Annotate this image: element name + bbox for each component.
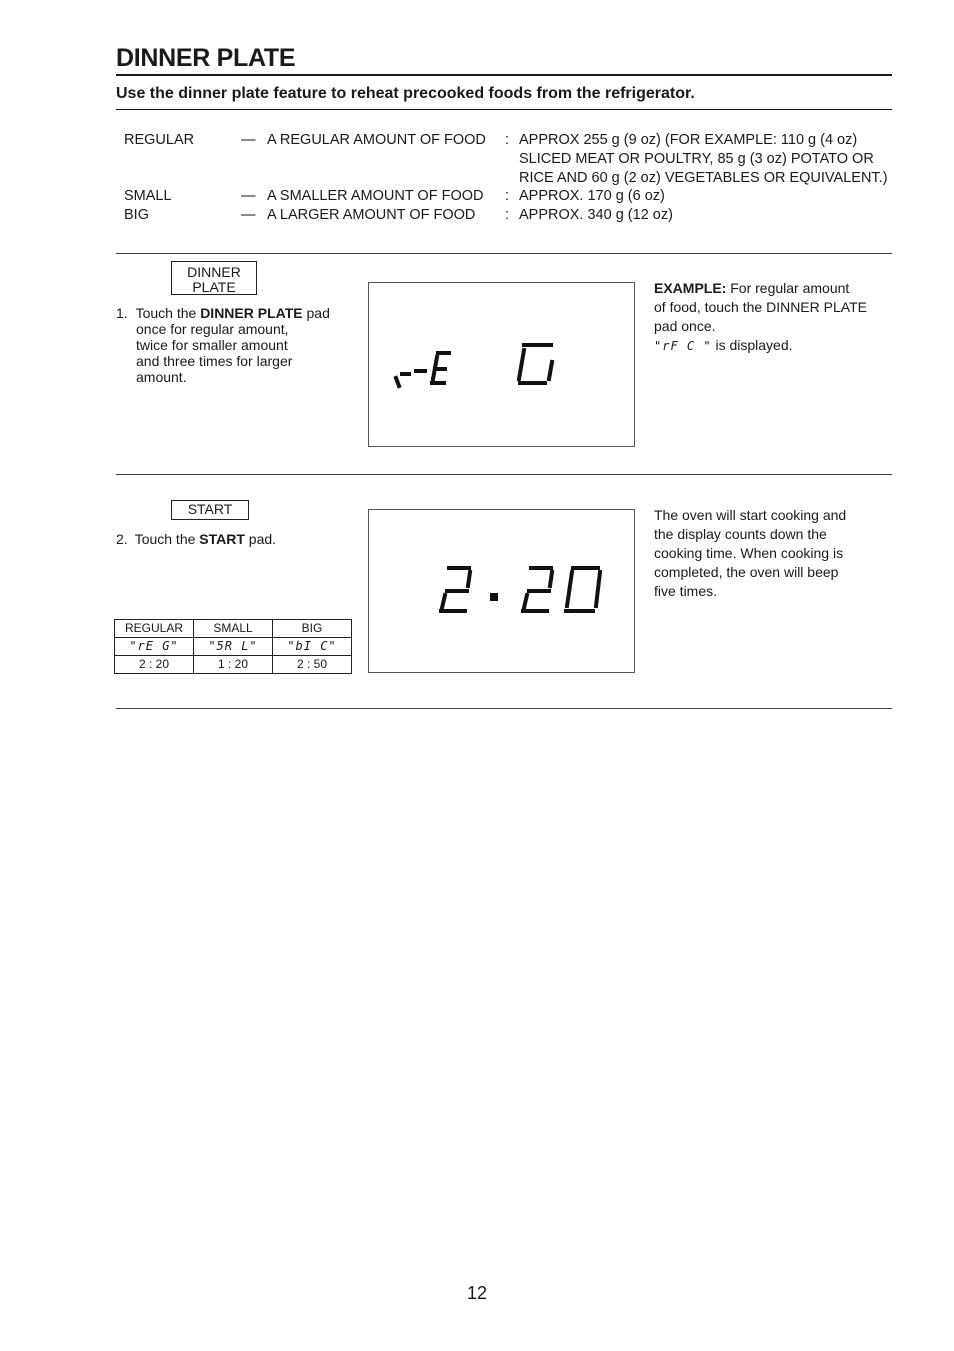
note-line: cooking time. When cooking is: [654, 545, 844, 561]
dinner-plate-pad: [171, 261, 257, 295]
note-line: five times.: [654, 583, 718, 599]
display-code: "rF C ": [654, 339, 712, 353]
title-rule: [116, 74, 892, 76]
level-amount-regular-line3: RICE AND 60 g (2 oz) VEGETABLES OR EQUIVALENT.): [519, 170, 888, 186]
seg-2b-lower-left: [524, 595, 527, 608]
display-panel-2: [368, 509, 635, 673]
subtitle-rule: [116, 109, 892, 110]
note-line: of food, touch the DINNER PLATE: [654, 299, 867, 315]
level-amount-regular-line1: APPROX 255 g (9 oz) (FOR EXAMPLE: 110 g (4 oz): [519, 132, 858, 148]
note-line: completed, the oven will beep: [654, 564, 839, 580]
level-amount-small: APPROX. 170 g (6 oz): [519, 188, 665, 204]
level-desc-big: A LARGER AMOUNT OF FOOD: [267, 207, 476, 223]
step1-note: [654, 279, 867, 356]
step2-note: [654, 506, 846, 601]
section-divider: [116, 253, 892, 254]
note-line: pad once.: [654, 318, 716, 334]
note-line: the display counts down the: [654, 526, 827, 542]
step-line: once for regular amount,: [136, 321, 289, 337]
time-small: 1 : 20: [194, 656, 273, 674]
step-text: pad.: [244, 531, 277, 547]
seg-r-left: [396, 378, 399, 386]
step-line: amount.: [136, 369, 187, 385]
section-divider: [116, 708, 892, 709]
code-header-small: SMALL: [194, 620, 273, 638]
section-divider: [116, 474, 892, 475]
note-line: is displayed.: [711, 337, 793, 353]
seg-dot: [492, 595, 496, 599]
start-pad: START: [171, 500, 249, 520]
step-number: 2.: [116, 531, 128, 547]
seg-2b-upper-right: [550, 572, 552, 586]
level-name-big: BIG: [124, 207, 149, 223]
seg-g-left: [519, 350, 524, 379]
note-line: The oven will start cooking and: [654, 507, 847, 523]
level-desc-regular: A REGULAR AMOUNT OF FOOD: [267, 132, 486, 148]
note-line: For regular amount: [726, 280, 850, 296]
seg-0-right: [596, 572, 600, 606]
step-text: Touch the: [135, 305, 201, 321]
level-name-regular: REGULAR: [124, 132, 195, 148]
level-dash: —: [241, 188, 256, 204]
seg-0-left: [567, 572, 572, 606]
step-text: pad: [302, 305, 330, 321]
code-small: "5R L": [194, 638, 273, 656]
page-subtitle: Use the dinner plate feature to reheat precooked foods from the refrigerator.: [116, 85, 695, 102]
time-regular: 2 : 20: [115, 656, 194, 674]
level-desc-small: A SMALLER AMOUNT OF FOOD: [267, 188, 484, 204]
level-colon: :: [505, 207, 510, 223]
code-regular: "rE G": [115, 638, 194, 656]
level-dash: —: [241, 207, 256, 223]
code-table: [114, 619, 352, 674]
level-amount-big: APPROX. 340 g (12 oz): [519, 207, 673, 223]
step-key: DINNER PLATE: [200, 305, 303, 321]
step1-instructions: [116, 305, 330, 385]
code-big: "bI C": [273, 638, 352, 656]
level-colon: :: [505, 188, 510, 204]
seven-segment-display: [369, 510, 634, 672]
step2-instructions: [116, 531, 276, 547]
page-title: DINNER PLATE: [116, 44, 296, 72]
level-dash: —: [241, 132, 256, 148]
code-header-big: BIG: [273, 620, 352, 638]
step-line: twice for smaller amount: [136, 337, 288, 353]
page-number: 12: [466, 1283, 488, 1303]
seven-segment-display: [369, 283, 634, 446]
level-name-small: SMALL: [124, 188, 172, 204]
pad-label-line1: DINNER: [187, 264, 241, 280]
level-amount-regular-line2: SLICED MEAT OR POULTRY, 85 g (3 oz) POTATO OR: [519, 151, 874, 167]
display-panel-1: [368, 282, 635, 447]
step-text: Touch the: [134, 531, 200, 547]
time-big: 2 : 50: [273, 656, 352, 674]
seg-2-upper-right: [468, 572, 470, 586]
example-label: EXAMPLE:: [654, 280, 727, 296]
seg-g-right: [549, 362, 552, 379]
step-line: and three times for larger: [136, 353, 293, 369]
step-number: 1.: [116, 305, 128, 321]
level-colon: :: [505, 132, 510, 148]
code-header-regular: REGULAR: [115, 620, 194, 638]
pad-label-line2: PLATE: [192, 279, 236, 295]
seg-2-lower-left: [442, 595, 445, 608]
step-key: START: [199, 531, 245, 547]
